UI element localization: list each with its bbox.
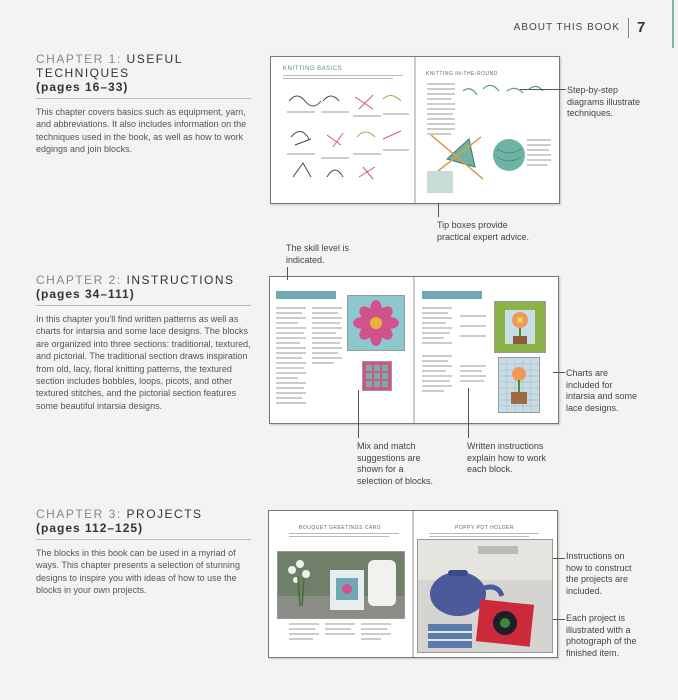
- pattern-text-columns: [276, 305, 346, 415]
- callout-skill-level: The skill level is indicated.: [286, 243, 350, 265]
- page-edge-accent: [672, 0, 674, 48]
- pot-holder-photo: [417, 539, 553, 653]
- chapter-2-pages: (pages 34–111): [36, 287, 135, 301]
- spread-projects: [268, 510, 558, 658]
- chapter-3: [36, 507, 251, 597]
- chapter-2-label: CHAPTER 2:: [36, 273, 122, 287]
- round-knitting-illustration: [423, 79, 555, 197]
- callout-line-charts: [553, 372, 565, 373]
- callout-line-skill: [287, 267, 288, 280]
- page-number: 7: [637, 19, 646, 36]
- chapter-1-title: USEFUL TECHNIQUES: [36, 52, 183, 80]
- chapter-2-rule: [36, 305, 251, 306]
- written-instructions-text: [422, 305, 490, 415]
- header-divider: [628, 18, 629, 38]
- skill-level-banner-right: [422, 291, 482, 299]
- chapter-3-description: The blocks in this book can be used in a myriad of ways. This chapter presents a selection of stunning designs to inspire you with ideas of how to use the blocks in your own projects.: [36, 548, 240, 596]
- chapter-1-label: CHAPTER 1:: [36, 52, 122, 66]
- callout-line-construct: [553, 558, 565, 559]
- spread-1-left-title: KNITTING BASICS: [283, 66, 343, 72]
- callout-line-tip: [438, 203, 439, 217]
- spread-1-right-title: KNITTING IN-THE-ROUND: [426, 71, 498, 77]
- chapter-1-rule: [36, 98, 251, 99]
- chart-grid: [498, 357, 540, 413]
- chapter-2-description: In this chapter you'll find written patterns as well as charts for intarsia and some lace designs. The blocks are organized into three sections: traditional, textured, and pictorial. The traditional section draws inspiration from old, lacy, floral knitting patterns, the textured section includes bobbles, loops, picots, and other textured stitches, and the pictorial section features some beautiful intarsia designs.: [36, 314, 251, 411]
- callout-tip-boxes: Tip boxes provide practical expert advice.: [437, 220, 530, 242]
- callout-charts: Charts are included for intarsia and some lace designs.: [566, 368, 638, 413]
- chapter-1-description: This chapter covers basics such as equipment, yarn, and abbreviations. It also includes information on the techniques used in the book, as well as how to work edgings and join blocks.: [36, 107, 247, 155]
- chapter-3-title: PROJECTS: [126, 507, 203, 521]
- chapter-2: [36, 273, 251, 412]
- greetings-card-photo: [277, 551, 405, 619]
- spread-techniques: [270, 56, 560, 204]
- flower-pot-block-photo: [494, 301, 546, 353]
- callout-written-instructions: Written instructions explain how to work each block.: [467, 441, 547, 474]
- spread-instructions: [269, 276, 559, 424]
- callout-mix-match: Mix and match suggestions are shown for a selection of blocks.: [357, 441, 434, 486]
- chapter-3-label: CHAPTER 3:: [36, 507, 122, 521]
- project-text-columns: [289, 621, 399, 651]
- mix-match-block: [362, 361, 392, 391]
- flower-block-photo: [347, 295, 405, 351]
- callout-construct: Instructions on how to construct the projects are included.: [566, 551, 632, 596]
- callout-line-step: [520, 89, 566, 90]
- knitting-diagrams-illustration: [283, 87, 411, 195]
- chapter-3-pages: (pages 112–125): [36, 521, 144, 535]
- spread-3-left-title: BOUQUET GREETINGS CARD: [299, 525, 382, 531]
- callout-line-written: [468, 388, 469, 438]
- chapter-2-title: INSTRUCTIONS: [126, 273, 235, 287]
- section-header: ABOUT THIS BOOK: [513, 22, 620, 33]
- callout-line-mix: [358, 390, 359, 438]
- spread-3-right-title: POPPY POT HOLDER: [455, 525, 514, 531]
- skill-level-banner-left: [276, 291, 336, 299]
- chapter-3-rule: [36, 539, 251, 540]
- chapter-1: [36, 52, 251, 156]
- chapter-1-pages: (pages 16–33): [36, 80, 129, 94]
- callout-photograph: Each project is illustrated with a photograph of the finished item.: [566, 613, 637, 658]
- callout-line-photo: [553, 619, 565, 620]
- callout-step-by-step: Step-by-step diagrams illustrate techniques.: [567, 85, 641, 118]
